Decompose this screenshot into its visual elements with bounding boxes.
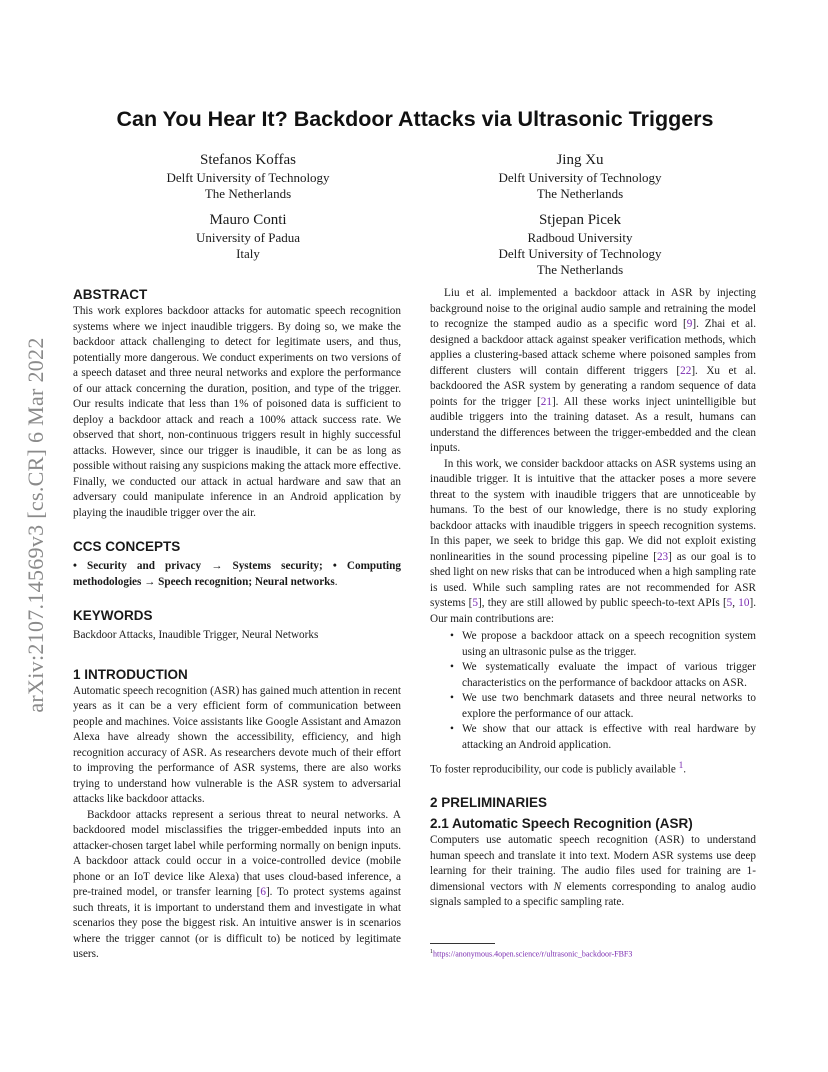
arxiv-identifier-text[interactable]: arXiv:2107.14569v3 [cs.CR] 6 Mar 2022: [23, 337, 48, 713]
introduction-heading: 1 INTRODUCTION: [73, 666, 188, 682]
author-name: Stefanos Koffas: [200, 152, 296, 168]
author-affiliation: Delft University of Technology: [166, 170, 330, 185]
rw-part3: ]. Xu et al. backdoored the ASR system by generating a random sequence of data points for the trigger [: [430, 364, 756, 408]
citation-link[interactable]: 5: [472, 597, 478, 609]
ccs-concept-3: Neural networks: [254, 575, 335, 588]
asr-part2: elements corresponding to analog audio signals sampled to a specific sampling rate.: [430, 880, 756, 909]
intro-p2-part1: Backdoor attacks represent a serious threat to neural networks. A backdoored model misclassifies the trigger-embedded inputs into an attacker-chosen target label while performing normally on benign inputs. A backdoor attack could occur in a voice-controlled device (mobile phone or an IoT device like Alexa) that uses cloud-based inference, a pre-trained model, or transfer learning [: [73, 808, 401, 898]
ccs-concept-1: • Security and privacy → Systems security;: [73, 560, 323, 572]
rw-part1: Liu et al. implemented a backdoor attack in ASR by injecting background noise to the original audio sample and retraining the model to recognize the stamped audio as a specific word [: [430, 287, 756, 330]
ccs-end: .: [334, 575, 338, 588]
contributions-list: [430, 629, 756, 753]
tw-part4: ]. Our main contributions are:: [430, 597, 757, 625]
left-column: [73, 286, 401, 963]
asr-variable: N: [553, 880, 562, 893]
abstract-text: This work explores backdoor attacks for automatic speech recognition systems where we inject inaudible triggers. By doing so, we make the backdoor attack challenging to detect for legitimate users, and thus, potentially more dangerous. We conduct experiments on two versions of a speech dataset and three neural networks and explore the performance of our attack concerning the duration, position, and type of the trigger. Our results indicate that less than 1% of poisoned data is sufficient to deploy a backdoor attack and reach a 100% attack success rate. We observed that short, non-continuous triggers result in highly successful attacks. However, since our trigger is inaudible, it can be as long as possible without raising any suspicions making the attack more effective. Finally, we conducted our attack in actual hardware and saw that an adversary could manipulate inference in an Android application by playing the inaudible trigger over the air.: [73, 305, 401, 519]
list-item: • We use two benchmark datasets and three neural networks to explore the performance of our attack.: [462, 691, 756, 722]
footnote-marker[interactable]: 1: [678, 761, 684, 771]
citation-link[interactable]: 22: [680, 364, 692, 377]
footnote-url[interactable]: https://anonymous.4open.science/r/ultrasonic_backdoor-FBF3: [433, 949, 633, 959]
repro-text: To foster reproducibility, our code is publicly available: [430, 763, 679, 776]
author-name: Mauro Conti: [209, 212, 287, 228]
reproducibility-statement: [430, 759, 756, 778]
citation-link[interactable]: 21: [540, 395, 552, 408]
footnote: [430, 949, 632, 959]
list-item: • We propose a backdoor attack on a speech recognition system using an ultrasonic pulse as the trigger.: [462, 629, 756, 660]
author-affiliation-2: Delft University of Technology: [498, 246, 662, 261]
ccs-text: [73, 559, 401, 590]
footnote-number: 1: [430, 949, 433, 955]
asr-paragraph: [430, 833, 756, 911]
preliminaries-heading: 2 PRELIMINARIES: [430, 795, 548, 811]
author-block-2: [465, 150, 695, 202]
asr-part1: Computers use automatic speech recognition (ASR) to understand human speech and translate it into text. Modern ASR systems use deep learning for their training. The audio files used for training are 1-dimensional vectors with: [430, 834, 756, 893]
list-item: • We show that our attack is effective with real hardware by attacking an Android application.: [462, 722, 756, 753]
author-country: The Netherlands: [204, 186, 292, 201]
author-country: The Netherlands: [536, 186, 624, 201]
citation-link[interactable]: 9: [686, 318, 693, 330]
this-work-paragraph: [430, 457, 756, 628]
intro-p2-part2: ]. To protect systems against such threats, it is important to understand them and investigate in what scenarios they pose the biggest risk. An intuitive answer is in scenarios where the trigger cannot (or is difficult to) be noticed by legitimate users.: [73, 886, 401, 960]
asr-subheading: 2.1 Automatic Speech Recognition (ASR): [430, 816, 693, 832]
keywords-text: Backdoor Attacks, Inaudible Trigger, Neural Networks: [73, 629, 319, 641]
author-affiliation: University of Padua: [196, 230, 300, 245]
author-country: The Netherlands: [536, 262, 624, 277]
author-affiliation: Radboud University: [527, 230, 633, 245]
citation-link[interactable]: 23: [656, 550, 669, 563]
author-block-3: [133, 210, 363, 262]
intro-paragraph-2: [73, 808, 401, 963]
citation-link[interactable]: 5: [726, 597, 733, 609]
author-name: Stjepan Picek: [538, 212, 622, 228]
related-work-paragraph: [430, 286, 756, 457]
arxiv-identifier: [16, 290, 56, 760]
tw-part3: ], they are still allowed by public speech-to-text APIs [: [477, 597, 727, 609]
author-country: Italy: [236, 246, 260, 261]
repro-end: .: [683, 763, 687, 776]
right-column: [430, 286, 756, 911]
abstract-heading: ABSTRACT: [73, 287, 148, 302]
citation-separator: ,: [732, 597, 739, 609]
ccs-heading: CCS CONCEPTS: [73, 539, 181, 554]
citation-link[interactable]: 6: [260, 886, 266, 898]
footnote-divider: [430, 943, 495, 944]
rw-part4: ]. All these works inject unintelligible but audible triggers into the training dataset. As a result, humans can understand the differences between the trigger-embedded and the clean inputs.: [430, 395, 756, 454]
author-name: Jing Xu: [556, 152, 604, 168]
tw-part2: ] as our goal is to shed light on new risks that can be introduced when a high sampling rate is used. While such sampling rates are not recommended for ASR systems [: [430, 550, 756, 609]
citation-link[interactable]: 10: [738, 597, 750, 609]
tw-part1: In this work, we consider backdoor attacks on ASR systems using an inaudible trigger. It is intuitive that the attacker poses a more severe threat to the system with inaudible triggers that are unnoticeable by humans. To the best of our knowledge, there is no study exploring backdoor attacks with inaudible triggers in speech recognition systems. In this paper, we seek to bridge this gap. We did not exploit existing nonlinearities in the sound processing pipeline [: [430, 457, 756, 563]
list-item: • We systematically evaluate the impact of various trigger characteristics on the performance of backdoor attacks on ASR.: [462, 660, 756, 691]
paper-title: Can You Hear It? Backdoor Attacks via Ultrasonic Triggers: [116, 107, 714, 131]
ccs-concept-2: • Computing methodologies → Speech recognition;: [73, 560, 401, 588]
author-affiliation: Delft University of Technology: [498, 170, 662, 185]
author-block-1: [133, 150, 363, 202]
keywords-heading: KEYWORDS: [73, 608, 153, 623]
rw-part2: ]. Zhai et al. designed a backdoor attack against speaker verification methods, which applies a clustering-based attack scheme where poisoned samples from different clusters will contain different triggers [: [430, 318, 756, 377]
intro-paragraph-1: Automatic speech recognition (ASR) has gained much attention in recent years as it can be a very efficient form of communication between people and machines. Voice assistants like Google Assistant and Amazon Alexa have already shown the accessibility, efficiency, and high recognition accuracy of ASR. As researchers devote much of their effort to improving the performance of ASR systems, there are also works trying to understand how vulnerable is the ASR system to adversarial attacks like backdoor attacks.: [73, 684, 401, 805]
author-block-4: [465, 210, 695, 278]
